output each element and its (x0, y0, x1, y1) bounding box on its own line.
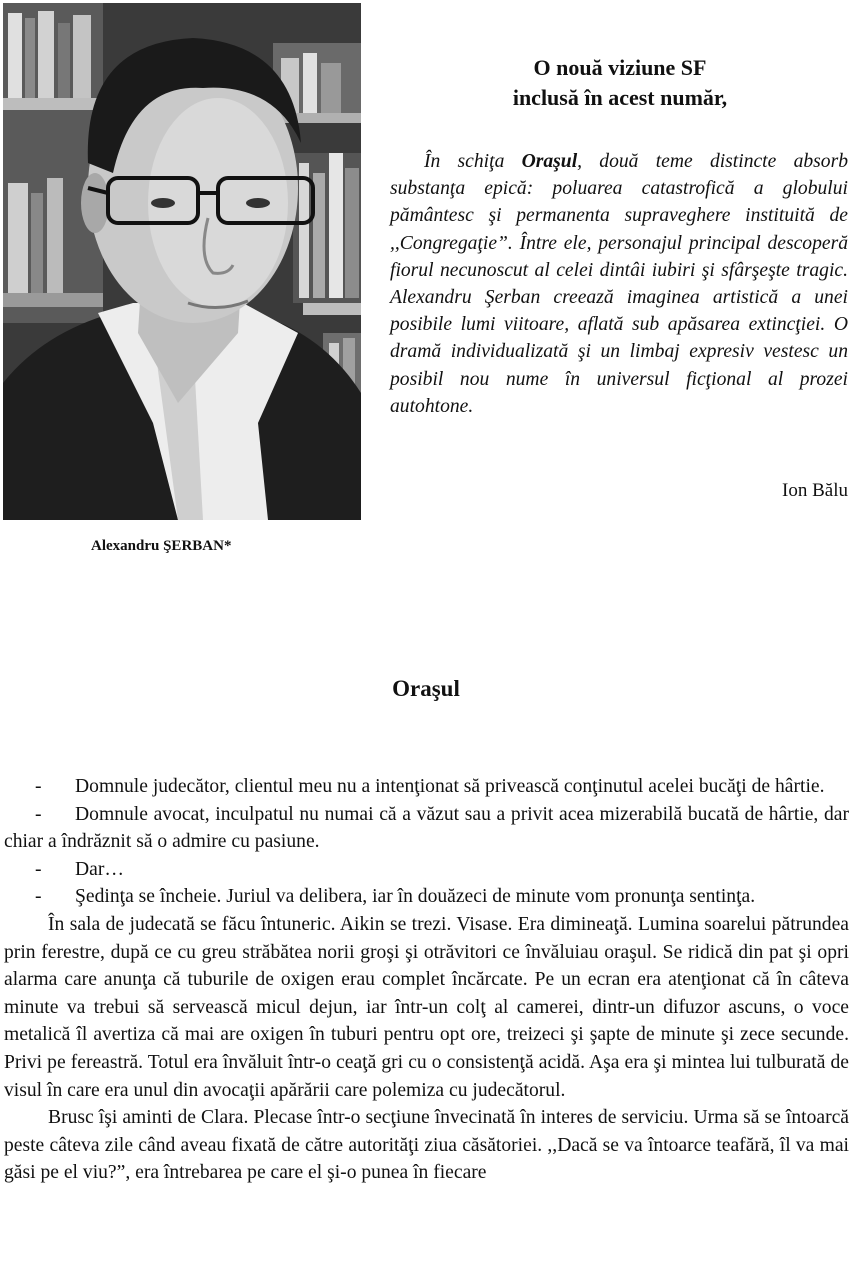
story-paragraph: Brusc îşi aminti de Clara. Plecase într-o secţiune învecinată în interes de serviciu. Urma să se întoarcă peste câteva zile când aveau fixată de către autorităţi ziua căsătoriei. ,,Dacă se va întoarce teafără, îl va mai găsi pe el viu?”, era întrebarea pe care el şi-o punea în fiecare (4, 1107, 849, 1184)
dialog-dash: - (35, 858, 42, 880)
intro-title-line-1: O nouă viziune SF (533, 55, 707, 80)
dialog-line (4, 883, 849, 911)
dialog-line (4, 801, 849, 856)
story-paragraph: În sala de judecată se făcu întuneric. Aikin se trezi. Visase. Era dimineaţă. Lumina soarelui pătrundea prin ferestre, după ce cu greu străbătea norii groşi şi otrăvitori ce învăluiau oraşul. Se ridică din pat şi opri alarma care anunţa că tuburile de oxigen erau complet încărcate. Pe un ecran era atenţionat că în câteva minute va trebui să servească micul dejun, iar într-un colţ al camerei, dintr-un difuzor ascuns, o voce metalică îl avertiza că mai are oxigen în tuburi pentru opt ore, treizeci şi şapte de minute şi zece secunde. Privi pe fereastră. Totul era învăluit într-o ceaţă gri cu o consistenţă acidă. Aşa era şi mintea lui tulburată de visul în care era unul din avocaţii apărării care polemiza cu judecătorul. (4, 913, 849, 1101)
dialog-text: Domnule judecător, clientul meu nu a intenţionat să privească conţinutul acelei bucăţi de hârtie. (75, 776, 825, 797)
intro-text-rest: , două teme distincte absorb substanţa epică: poluarea catastrofică a globului pământesc şi permanenta supraveghere instituită de ,,Congregaţie”. Între ele, personajul principal descoperă fiorul necunoscut al celei dintâi iubiri şi sfârşeşte tragic. Alexandru Şerban creează imaginea artistică a unei posibile lumi viitoare, aflată sub apăsarea extincţiei. O dramă individualizată şi un limbaj expresiv vestesc un posibil nou nume în universul ficţional al prozei autohtone. (390, 151, 849, 417)
dialog-line (4, 856, 849, 884)
intro-signature: Ion Bălu (782, 480, 848, 501)
dialog-text: Domnule avocat, inculpatul nu numai că a văzut sau a privit acea mizerabilă bucată de hârtie, dar chiar a îndrăznit să o admire cu pasiune. (4, 803, 849, 853)
dialog-dash: - (35, 803, 42, 825)
dialog-text: Şedinţa se încheie. Juriul va delibera, iar în douăzeci de minute vom pronunţa sentinţa. (75, 886, 756, 908)
story-title: Oraşul (392, 676, 460, 701)
photo-caption: Alexandru ŞERBAN* (91, 538, 232, 554)
author-photo (3, 3, 361, 520)
intro-paragraph (390, 148, 848, 420)
intro-title-line-2: inclusă în acest număr, (512, 85, 728, 110)
dialog-dash: - (35, 886, 42, 908)
story-body (4, 773, 849, 1187)
dialog-text: Dar… (75, 858, 124, 880)
dialog-line (4, 773, 849, 801)
intro-story-name: Oraşul (521, 151, 578, 172)
intro-heading (450, 53, 790, 113)
portrait-image (3, 3, 361, 520)
intro-text-start: În schiţa (424, 151, 522, 172)
dialog-dash: - (35, 776, 42, 797)
